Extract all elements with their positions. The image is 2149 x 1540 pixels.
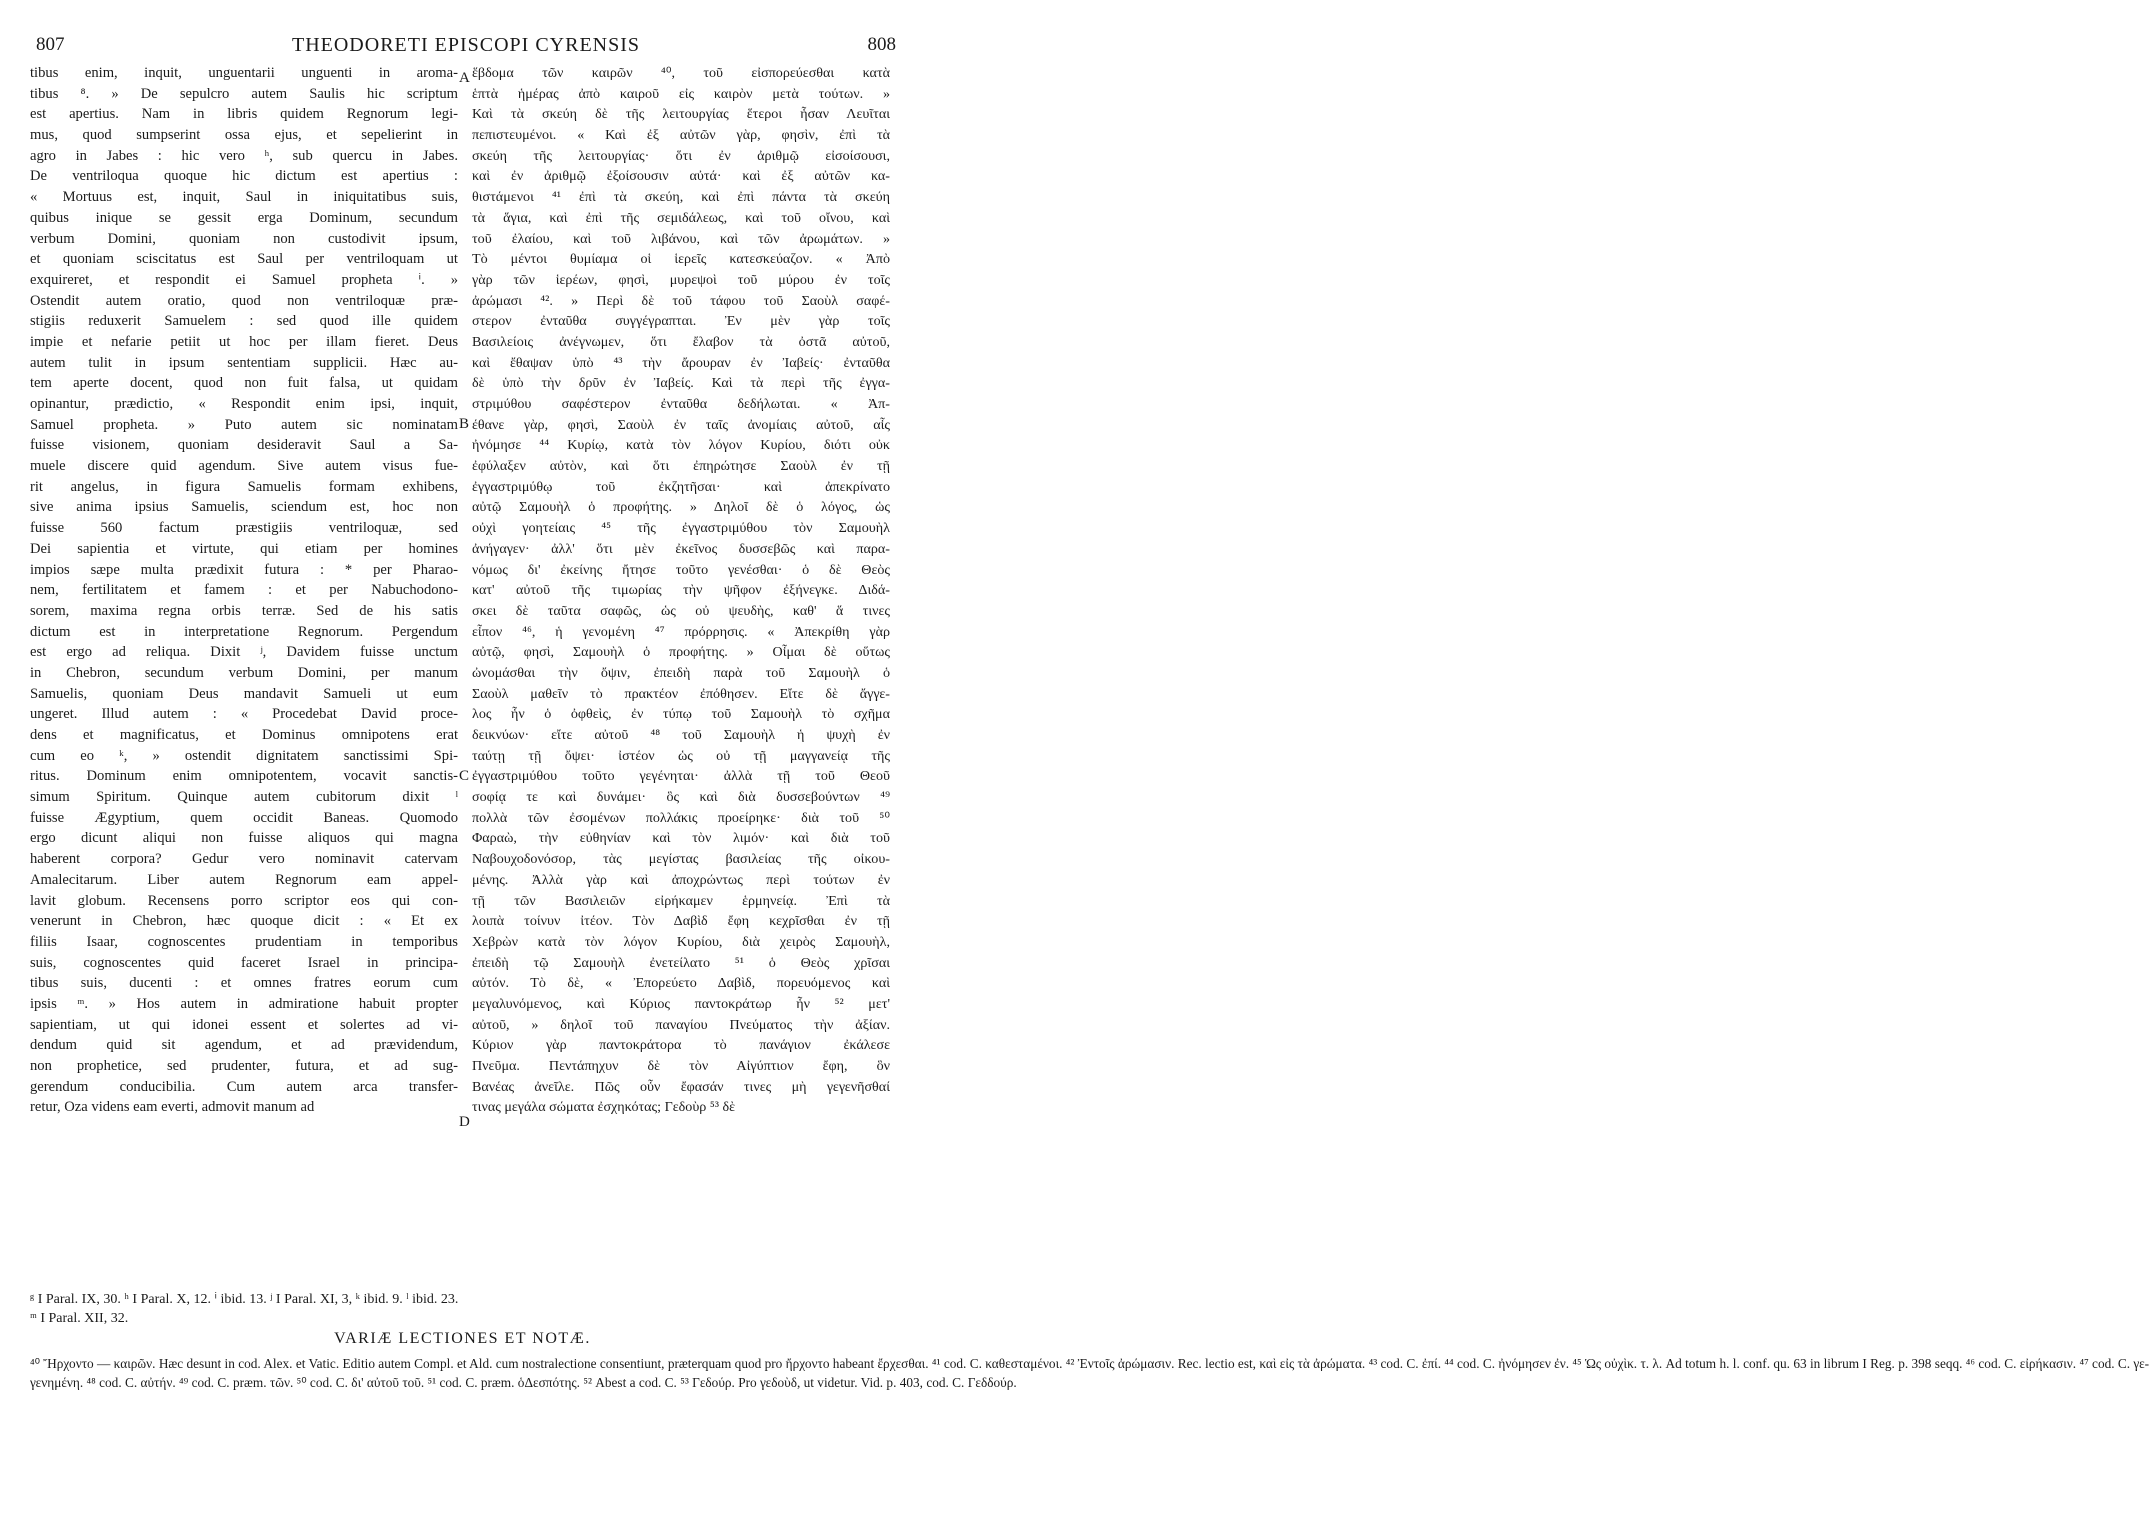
text-line: σκεύη τῆς λειτουργίας· ὅτι ἐν ἀριθμῷ εἰσοίσουσι,	[472, 147, 890, 164]
text-line: καὶ ἐν ἀριθμῷ ἐξοίσουσιν αὐτά· καὶ ἐξ αὐτῶν κα-	[472, 168, 890, 185]
text-line: Ostendit autem oratio, quod non ventriloquæ præ-	[30, 292, 458, 309]
text-line: fuisse visionem, quoniam desideravit Saul a Sa-	[30, 437, 458, 454]
text-line: simum Spiritum. Quinque autem cubitorum dixit ˡ	[30, 789, 458, 806]
margin-letter-a: A	[459, 70, 470, 86]
text-line: Ναβουχοδονόσορ, τὰς μεγίστας βασιλείας τῆς οἰκου-	[472, 851, 890, 868]
text-line: ἀρώμασι ⁴². » Περὶ δὲ τοῦ τάφου τοῦ Σαοὺλ σαφέ-	[472, 292, 890, 309]
greek-column	[472, 63, 890, 1118]
text-line: Τὸ μέντοι θυμίαμα οἱ ἱερεῖς κατεσκεύαζον. « Ἀπὸ	[472, 251, 890, 268]
text-line: Samuelis, quoniam Deus mandavit Samueli ut eum	[30, 685, 458, 702]
text-line: πολλὰ τῶν ἐσομένων πολλάκις προείρηκε· διὰ τοῦ ⁵⁰	[472, 809, 890, 826]
text-line: est ergo ad reliqua. Dixit ʲ, Davidem fuisse unctum	[30, 644, 458, 661]
text-line: sapientiam, ut qui idonei essent et solertes ad vi-	[30, 1016, 458, 1033]
text-line: σοφίᾳ τε καὶ δυνάμει· ὃς καὶ διὰ δυσσεβούντων ⁴⁹	[472, 789, 890, 806]
scripture-footnotes	[30, 1290, 890, 1328]
page-number-left: 807	[36, 34, 65, 55]
text-line: αὐτῷ Σαμουὴλ ὁ προφήτης. » Δηλοῖ δὲ ὁ λόγος, ὡς	[472, 499, 890, 516]
text-line: οὐχὶ γοητείαις ⁴⁵ τῆς ἐγγαστριμύθου τὸν Σαμουὴλ	[472, 520, 890, 537]
text-line: Samuel propheta. » Puto autem sic nominatam	[30, 416, 458, 433]
text-line: ἑπτὰ ἡμέρας ἀπὸ καιροῦ εἰς καιρὸν μετὰ τούτων. »	[472, 85, 890, 102]
text-line: Βανέας ἀνεῖλε. Πῶς οὖν ἔφασάν τινες μὴ γεγενῆσθαί	[472, 1078, 890, 1095]
text-line: ἀνήγαγεν· ἀλλ' ὅτι μὲν ἐκεῖνος δυσσεβῶς καὶ παρα-	[472, 540, 890, 557]
text-line: τινας μεγάλα σώματα ἐσχηκότας; Γεδοὺρ ⁵³ δὲ	[472, 1099, 736, 1116]
text-line: νόμως δι' ἐκείνης ἤτησε τοῦτο γενέσθαι· ὁ δὲ Θεὸς	[472, 561, 890, 578]
text-line: τῇ τῶν Βασιλειῶν εἰρήκαμεν ἑρμηνείᾳ. Ἐπὶ τὰ	[472, 892, 890, 909]
text-line: tem aperte docent, quod non fuit falsa, ut quidam	[30, 375, 458, 392]
text-line: καὶ ἔθαψαν ὑπὸ ⁴³ τὴν ἄρουραν ἐν Ἰαβείς· ἐνταῦθα	[472, 354, 890, 371]
text-line: autem tulit in ipsum sententiam supplicii. Hæc au-	[30, 354, 458, 371]
text-line: venerunt in Chebron, hæc quoque dicit : « Et ex	[30, 913, 458, 930]
text-line: Πνεῦμα. Πεντάπηχυν δὲ τὸν Αἰγύπτιον ἔφη, ὃν	[472, 1058, 890, 1074]
variant-notes	[30, 1355, 2149, 1392]
text-line: verbum Domini, quoniam non custodivit ipsum,	[30, 230, 458, 247]
text-line: filiis Isaar, cognoscentes prudentiam in temporibus	[30, 933, 458, 950]
text-line: fuisse 560 factum præstigiis ventriloquæ, sed	[30, 520, 458, 537]
text-line: lavit globum. Recensens porro scriptor eos qui con-	[30, 892, 458, 909]
text-line: gerendum conducibilia. Cum autem arca transfer-	[30, 1078, 458, 1095]
text-line: impie et nefarie petiit ut hoc per illam fieret. Deus	[30, 333, 458, 350]
text-line: « Mortuus est, inquit, Saul in iniquitatibus suis,	[30, 189, 458, 206]
text-line: εἶπον ⁴⁶, ἡ γενομένη ⁴⁷ πρόρρησις. « Ἀπεκρίθη γὰρ	[472, 623, 890, 640]
text-line: ἐφύλαξεν αὐτὸν, καὶ ὅτι ἐπηρώτησε Σαοὺλ ἐν τῇ	[472, 458, 890, 475]
text-line: αὐτόν. Τὸ δὲ, « Ἐπορεύετο Δαβὶδ, πορευόμενος καὶ	[472, 975, 890, 992]
text-line: ritus. Dominum enim omnipotentem, vocavit sanctis-	[30, 768, 458, 785]
text-line: δεικνύων· εἴτε αὐτοῦ ⁴⁸ τοῦ Σαμουὴλ ἡ ψυχὴ ἐν	[472, 727, 890, 743]
text-line: ἐπειδὴ τῷ Σαμουὴλ ἐνετείλατο ⁵¹ ὁ Θεὸς χρῖσαι	[472, 954, 890, 971]
running-title: THEODORETI EPISCOPI CYRENSIS	[291, 34, 641, 56]
text-line: lectione consentiunt, præterquam quod pro ἤρχοντο habeant ἔρχεσθαι. ⁴¹ cod. C. καθεσταμένοι. ⁴² Ἐν	[554, 1356, 1094, 1371]
text-line: ⁴⁰ Ἤρχοντο — καιρῶν. Hæc desunt in cod. Alex. et Vatic. Editio autem Compl. et Ald. cum nostra	[30, 1356, 555, 1371]
text-line: Σαοὺλ μαθεῖν τὸ πρακτέον ἐπόθησεν. Εἴτε δὲ ἄγγε-	[472, 685, 890, 702]
text-line: suis, cognoscentes quid faceret Israel in principa-	[30, 954, 458, 971]
text-line: opinantur, prædictio, « Respondit enim ipsi, inquit,	[30, 396, 458, 412]
text-line: Amalecitarum. Liber autem Regnorum eam appel-	[30, 871, 458, 888]
text-line: quibus inique se gessit erga Dominum, secundum	[30, 209, 458, 226]
text-line: γενημένη. ⁴⁸ cod. C. αὐτήν. ⁴⁹ cod. C. præm. τῶν. ⁵⁰ cod. C. δι' αὐτοῦ τοῦ. ⁵¹ cod. C. præm. ὁ	[30, 1374, 525, 1390]
text-line: μένης. Ἀλλὰ γὰρ καὶ ἀποχρώντως περὶ τούτων ἐν	[472, 871, 890, 888]
text-line: retur, Oza videns eam everti, admovit manum ad	[30, 1099, 315, 1116]
text-line: ipsis ᵐ. » Hos autem in admiratione habuit propter	[30, 995, 458, 1012]
text-line: sive anima ipsius Samuelis, sciendum est, hoc non	[30, 499, 458, 516]
text-line: nem, fertilitatem et famem : et per Nabuchodono-	[30, 582, 458, 599]
margin-letter-d: D	[459, 1114, 470, 1130]
text-line: τοῖς ἀρώμασιν. Rec. lectio est, καὶ εἰς τὰ ἀρώματα. ⁴³ cod. C. ἐπί. ⁴⁴ cod. C. ἠνόμησεν ἐν. ⁴⁵ Ὡς οὐχὶ	[1093, 1356, 1628, 1371]
text-line: κατ' αὐτοῦ τῆς τιμωρίας τὴν ψῆφον ἐξήνεγκε. Διδά-	[472, 582, 890, 599]
text-line: Φαραὼ, τὴν εὐθηνίαν καὶ τὸν λιμόν· καὶ διὰ τοῦ	[472, 830, 890, 847]
text-line: agro in Jabes : hic vero ʰ, sub quercu in Jabes.	[30, 147, 458, 164]
text-line: fuisse Ægyptium, quem occidit Baneas. Quomodo	[30, 809, 458, 826]
text-line: λοιπὰ τοίνυν ἰτέον. Τὸν Δαβὶδ ἔφη κεχρῖσθαι ἐν τῇ	[472, 913, 890, 930]
text-line: sorem, maxima regna orbis terræ. Sed de his satis	[30, 602, 458, 619]
text-line: σκει δὲ ταῦτα σαφῶς, ὡς οὐ ψευδὴς, καθ' ἅ τινες	[472, 602, 890, 619]
margin-letter-b: B	[459, 416, 470, 432]
text-line: αὐτοῦ, » δηλοῖ τοῦ παναγίου Πνεύματος τὴν ἀξίαν.	[472, 1016, 890, 1033]
footnote-line: ᵐ I Paral. XII, 32.	[30, 1311, 129, 1326]
text-line: Καὶ τὰ σκεύη δὲ τῆς λειτουργίας ἕτεροι ἦσαν Λευῖται	[472, 106, 890, 123]
text-line: κ. τ. λ. Ad totum h. l. conf. qu. 63 in librum I Reg. p. 398 seqq. ⁴⁶ cod. C. εἰρήκασιν. ⁴⁷ cod. C. γε-	[1627, 1356, 2149, 1371]
text-line: dendum quid sit agendum, et ad prævidendum,	[30, 1037, 458, 1054]
text-line: αὐτῷ, φησὶ, Σαμουὴλ ὁ προφήτης. » Οἶμαι δὲ οὕτως	[472, 644, 890, 661]
text-line: Χεβρὼν κατὰ τὸν λόγον Κυρίου, διὰ χειρὸς Σαμουὴλ,	[472, 933, 890, 950]
text-line: στριμύθου σαφέστερον ἐνταῦθα δεδήλωται. « Ἀπ-	[472, 396, 890, 412]
text-line: τοῦ ἐλαίου, καὶ τοῦ λιβάνου, καὶ τῶν ἀρωμάτων. »	[472, 230, 890, 247]
text-line: exquireret, et respondit ei Samuel propheta ⁱ. »	[30, 271, 458, 288]
footnote-line: ᵍ I Paral. IX, 30. ʰ I Paral. X, 12. ⁱ ibid. 13. ʲ I Paral. XI, 3, ᵏ ibid. 9. ˡ ibid. 23.	[30, 1292, 459, 1307]
text-line: dens et magnificatus, et Dominus omnipotens erat	[30, 727, 458, 743]
text-line: γὰρ τῶν ἱερέων, φησὶ, μυρεψοὶ τοῦ μύρου ἐν τοῖς	[472, 271, 890, 288]
text-line: Κύριον γὰρ παντοκράτορα τὸ πανάγιον ἐκάλεσε	[472, 1037, 890, 1054]
page-number-right: 808	[867, 34, 896, 55]
text-line: ἐγγαστριμύθῳ τοῦ ἐκζητῆσαι· καὶ ἀπεκρίνατο	[472, 478, 890, 495]
text-line: μεγαλυνόμενος, καὶ Κύριος παντοκράτωρ ἦν ⁵² μετ'	[472, 995, 890, 1012]
text-line: θιστάμενοι ⁴¹ ἐπὶ τὰ σκεύη, καὶ ἐπὶ πάντα τὰ σκεύη	[472, 189, 890, 206]
text-line: tibus suis, ducenti : et omnes fratres eorum cum	[30, 975, 458, 992]
notes-title: VARIÆ LECTIONES ET NOTÆ.	[334, 1330, 591, 1347]
text-line: tibus enim, inquit, unguentarii unguenti in aroma-	[30, 65, 458, 81]
text-line: Δεσπότης. ⁵² Abest a cod. C. ⁵³ Γεδούρ. Pro γεδοὺδ, ut videtur. Vid. p. 403, cod. C. Γεδδούρ.	[524, 1374, 1017, 1390]
text-line: ἕβδομα τῶν καιρῶν ⁴⁰, τοῦ εἰσπορεύεσθαι κατὰ	[472, 65, 890, 81]
text-line: haberent corpora? Gedur vero nominavit catervam	[30, 851, 458, 868]
text-line: tibus ⁸. » De sepulcro autem Saulis hic scriptum	[30, 85, 458, 102]
latin-column	[30, 63, 458, 1118]
text-line: et quoniam sciscitatus est Saul per ventriloquam ut	[30, 251, 458, 268]
text-line: mus, quod sumpserint ossa ejus, et sepelierint in	[30, 127, 458, 144]
text-line: λος ἦν ὁ ὀφθεὶς, ἐν τύπῳ τοῦ Σαμουὴλ τὸ σχῆμα	[472, 706, 890, 723]
text-line: έθανε γὰρ, φησὶ, Σαοὺλ ἐν ταῖς ἀνομίαις αὐτοῦ, αἷς	[472, 416, 890, 433]
text-line: De ventriloqua quoque hic dictum est apertius :	[30, 168, 458, 185]
margin-letter-c: C	[459, 768, 470, 784]
text-line: ταύτῃ τῇ ὄψει· ἰστέον ὡς οὐ τῇ μαγγανείᾳ τῆς	[472, 747, 890, 764]
text-line: ergo dicunt aliqui non fuisse aliquos qui magna	[30, 830, 458, 847]
text-line: ἐγγαστριμύθου τοῦτο γεγένηται· ἀλλὰ τῇ τοῦ Θεοῦ	[472, 768, 890, 785]
text-line: ἠνόμησε ⁴⁴ Κυρίῳ, κατὰ τὸν λόγον Κυρίου, διότι οὐκ	[472, 437, 890, 454]
text-line: impios sæpe multa prædixit futura : * per Pharao-	[30, 561, 458, 578]
text-line: est apertius. Nam in libris quidem Regnorum legi-	[30, 106, 458, 123]
text-line: stigiis reduxerit Samuelem : sed quod ille quidem	[30, 313, 458, 330]
running-header	[36, 30, 896, 62]
text-line: rit angelus, in figura Samuelis formam exhibens,	[30, 478, 458, 495]
text-line: πεπιστευμένοι. « Καὶ ἐξ αὐτῶν γὰρ, φησὶν, ἐπὶ τὰ	[472, 127, 890, 144]
text-line: δὲ ὑπὸ τὴν δρῦν ἐν Ἰαβείς. Καὶ τὰ περὶ τῆς ἐγγα-	[472, 375, 890, 392]
text-line: cum eo ᵏ, » ostendit dignitatem sanctissimi Spi-	[30, 747, 458, 764]
text-line: Dei sapientia et virtute, qui etiam per homines	[30, 540, 458, 557]
text-line: dictum est in interpretatione Regnorum. Pergendum	[30, 623, 458, 640]
text-line: muele discere quid agendum. Sive autem visus fue-	[30, 458, 458, 475]
text-line: τὰ ἅγια, καὶ ἐπὶ τῆς σεμιδάλεως, καὶ τοῦ οἴνου, καὶ	[472, 209, 890, 226]
text-line: non prophetice, sed prudenter, futura, et ad sug-	[30, 1058, 458, 1074]
text-line: ungeret. Illud autem : « Procedebat David proce-	[30, 706, 458, 723]
text-line: in Chebron, secundum verbum Domini, per manum	[30, 664, 458, 681]
text-line: ὠνομάσθαι τὴν ὄψιν, ἐπειδὴ παρὰ τοῦ Σαμουὴλ ὁ	[472, 664, 890, 681]
text-line: Βασιλείοις ἀνέγνωμεν, ὅτι ἔλαβον τὰ ὀστᾶ αὐτοῦ,	[472, 333, 890, 350]
text-line: στερον ἐνταῦθα συγγέγραπται. Ἐν μὲν γὰρ τοῖς	[472, 313, 890, 330]
